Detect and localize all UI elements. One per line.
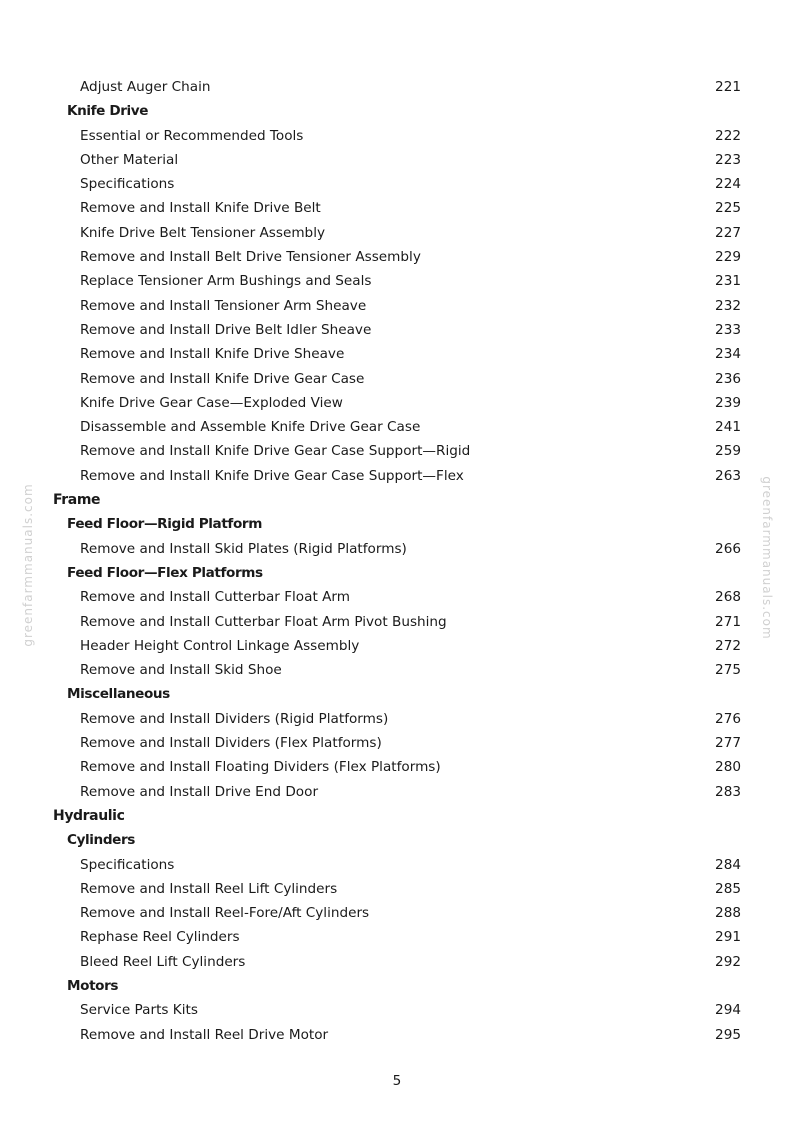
toc-entry-page: 288 bbox=[715, 905, 741, 922]
toc-entry bbox=[0, 367, 794, 391]
toc-entry bbox=[0, 342, 794, 366]
toc-entry-page: 295 bbox=[715, 1026, 741, 1043]
toc-entry-title: Header Height Control Linkage Assembly bbox=[80, 637, 360, 654]
toc-entry-page: 284 bbox=[715, 856, 741, 873]
toc-entry-page: 227 bbox=[715, 224, 741, 241]
toc-entry-page: 222 bbox=[715, 127, 741, 144]
toc-subsection-heading bbox=[0, 561, 794, 585]
toc-entry-title: Replace Tensioner Arm Bushings and Seals bbox=[80, 273, 372, 290]
toc-entry bbox=[0, 658, 794, 682]
toc-entry-page: 283 bbox=[715, 783, 741, 800]
toc-entry-title: Frame bbox=[53, 492, 101, 509]
toc-entry-page: 294 bbox=[715, 1002, 741, 1019]
toc-entry bbox=[0, 464, 794, 488]
toc-entry-title: Remove and Install Cutterbar Float Arm bbox=[80, 589, 350, 606]
toc-entry-page: 232 bbox=[715, 297, 741, 314]
toc-entry-page: 271 bbox=[715, 613, 741, 630]
toc-entry-title: Knife Drive Gear Case—Exploded View bbox=[80, 394, 343, 411]
toc-entry bbox=[0, 877, 794, 901]
toc-entry-page: 231 bbox=[715, 273, 741, 290]
toc-entry-page: 223 bbox=[715, 151, 741, 168]
toc-entry-page: 236 bbox=[715, 370, 741, 387]
toc-entry-page: 277 bbox=[715, 735, 741, 752]
toc-entry-page: 292 bbox=[715, 953, 741, 970]
toc-entry bbox=[0, 853, 794, 877]
toc-entry-title: Remove and Install Dividers (Flex Platforms) bbox=[80, 735, 382, 752]
toc-entry-title: Adjust Auger Chain bbox=[80, 79, 211, 95]
toc-entry bbox=[0, 707, 794, 731]
toc-entry-title: Essential or Recommended Tools bbox=[80, 127, 304, 144]
toc-entry bbox=[0, 901, 794, 925]
toc-entry bbox=[0, 950, 794, 974]
toc-entry-page: 276 bbox=[715, 710, 741, 727]
toc-entry-title: Remove and Install Reel Drive Motor bbox=[80, 1026, 329, 1043]
toc-entry bbox=[0, 415, 794, 439]
toc-entry-page: 224 bbox=[715, 176, 741, 193]
toc-subsection-heading bbox=[0, 974, 794, 998]
toc-entry-title: Remove and Install Knife Drive Gear Case Support—Rigid bbox=[80, 443, 471, 460]
toc-entry-title: Motors bbox=[67, 977, 119, 994]
toc-entry-title: Rephase Reel Cylinders bbox=[80, 929, 240, 946]
toc-entry-title: Cylinders bbox=[67, 832, 135, 849]
toc-entry-title: Remove and Install Floating Dividers (Flex Platforms) bbox=[80, 759, 441, 776]
toc-section-heading bbox=[0, 804, 794, 828]
toc-entry-title: Remove and Install Cutterbar Float Arm Pivot Bushing bbox=[80, 613, 447, 630]
toc-entry bbox=[0, 196, 794, 220]
watermark-right: greenfarmmanuals.com bbox=[760, 476, 774, 640]
toc-entry-title: Remove and Install Reel Lift Cylinders bbox=[80, 880, 338, 897]
toc-entry-title: Remove and Install Tensioner Arm Sheave bbox=[80, 297, 367, 314]
toc-entry-title: Remove and Install Reel-Fore/Aft Cylinders bbox=[80, 905, 370, 922]
toc-entry bbox=[0, 537, 794, 561]
toc-entry bbox=[0, 148, 794, 172]
toc-entry-title: Remove and Install Knife Drive Sheave bbox=[80, 346, 345, 363]
toc-entry-title: Knife Drive Belt Tensioner Assembly bbox=[80, 224, 326, 241]
toc-entry-title: Remove and Install Belt Drive Tensioner Assembly bbox=[80, 249, 421, 266]
toc-entry bbox=[0, 925, 794, 949]
toc-entry bbox=[0, 124, 794, 148]
toc-entry-title: Remove and Install Skid Plates (Rigid Platforms) bbox=[80, 540, 407, 557]
toc-entry-title: Remove and Install Knife Drive Gear Case bbox=[80, 370, 365, 387]
toc-entry-title: Remove and Install Knife Drive Belt bbox=[80, 200, 321, 217]
toc-entry-title: Remove and Install Knife Drive Gear Case Support—Flex bbox=[80, 467, 464, 484]
toc-entry-page: 268 bbox=[715, 589, 741, 606]
toc-entry bbox=[0, 1023, 794, 1047]
toc-entry-title: Remove and Install Skid Shoe bbox=[80, 662, 282, 679]
toc-entry-title: Remove and Install Drive Belt Idler Sheave bbox=[80, 321, 372, 338]
toc-subsection-heading bbox=[0, 99, 794, 123]
toc-entry bbox=[0, 294, 794, 318]
toc-entry-title: Hydraulic bbox=[53, 807, 125, 824]
toc-entry bbox=[0, 634, 794, 658]
toc-entry-title: Specifications bbox=[80, 856, 175, 873]
toc-entry bbox=[0, 318, 794, 342]
toc-entry-page: 233 bbox=[715, 321, 741, 338]
toc-entry-page: 275 bbox=[715, 662, 741, 679]
toc-entry bbox=[0, 269, 794, 293]
toc-entry-title: Miscellaneous bbox=[67, 686, 170, 703]
toc-entry bbox=[0, 780, 794, 804]
page-number: 5 bbox=[392, 1073, 402, 1089]
watermark-left: greenfarmmanuals.com bbox=[21, 483, 35, 647]
table-of-contents bbox=[0, 75, 794, 1047]
toc-entry-title: Service Parts Kits bbox=[80, 1002, 198, 1019]
toc-entry bbox=[0, 610, 794, 634]
toc-entry-page: 263 bbox=[715, 467, 741, 484]
toc-entry bbox=[0, 439, 794, 463]
toc-subsection-heading bbox=[0, 682, 794, 706]
toc-entry-page: 229 bbox=[715, 249, 741, 266]
toc-entry bbox=[0, 755, 794, 779]
toc-section-heading bbox=[0, 488, 794, 512]
toc-entry bbox=[0, 731, 794, 755]
toc-entry-title: Remove and Install Dividers (Rigid Platforms) bbox=[80, 710, 389, 727]
toc-entry-page: 291 bbox=[715, 929, 741, 946]
toc-entry bbox=[0, 998, 794, 1022]
toc-subsection-heading bbox=[0, 828, 794, 852]
toc-entry-page: 234 bbox=[715, 346, 741, 363]
toc-entry-title: Other Material bbox=[80, 151, 179, 168]
toc-entry-page: 225 bbox=[715, 200, 741, 217]
toc-entry-title: Feed Floor—Flex Platforms bbox=[67, 564, 263, 581]
toc-entry-title: Disassemble and Assemble Knife Drive Gear Case bbox=[80, 419, 421, 436]
toc-entry-page: 221 bbox=[715, 79, 741, 95]
toc-entry bbox=[0, 245, 794, 269]
toc-entry bbox=[0, 172, 794, 196]
toc-entry bbox=[0, 585, 794, 609]
toc-entry-page: 259 bbox=[715, 443, 741, 460]
toc-entry-page: 280 bbox=[715, 759, 741, 776]
toc-entry bbox=[0, 391, 794, 415]
toc-entry-page: 285 bbox=[715, 880, 741, 897]
toc-entry-title: Specifications bbox=[80, 176, 175, 193]
toc-entry-page: 266 bbox=[715, 540, 741, 557]
toc-entry-page: 272 bbox=[715, 637, 741, 654]
toc-entry-page: 239 bbox=[715, 394, 741, 411]
toc-entry bbox=[0, 221, 794, 245]
toc-entry bbox=[0, 75, 794, 99]
toc-entry-title: Feed Floor—Rigid Platform bbox=[67, 516, 262, 533]
toc-entry-title: Bleed Reel Lift Cylinders bbox=[80, 953, 246, 970]
toc-entry-page: 241 bbox=[715, 419, 741, 436]
toc-entry-title: Knife Drive bbox=[67, 103, 149, 120]
toc-subsection-heading bbox=[0, 512, 794, 536]
toc-entry-title: Remove and Install Drive End Door bbox=[80, 783, 319, 800]
